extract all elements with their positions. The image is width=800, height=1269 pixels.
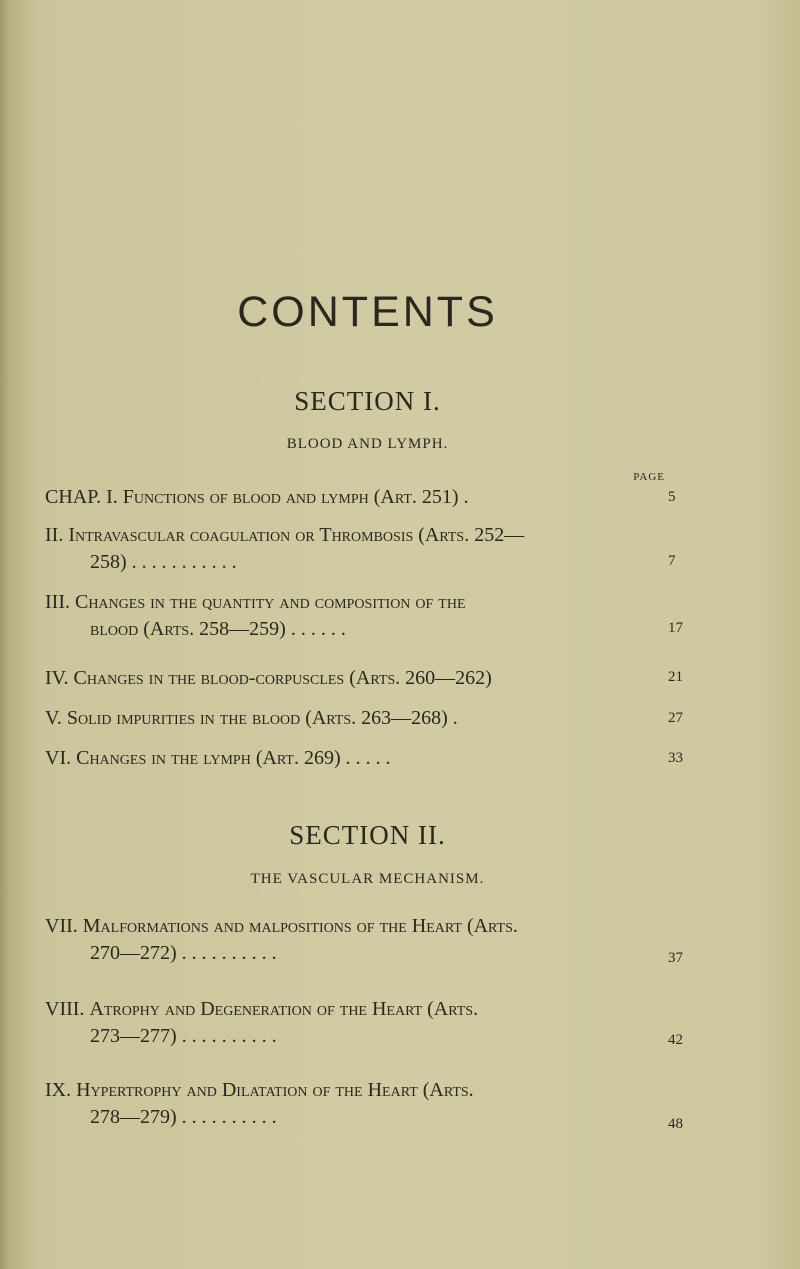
chapter-number: IX. bbox=[45, 1079, 72, 1101]
chapter-title: Changes in the quantity and composition of the bbox=[74, 591, 466, 613]
chapter-page: 42 bbox=[668, 1032, 683, 1048]
chapter-number: VIII. bbox=[45, 998, 85, 1020]
chapter-title-continued: 273—277) . . . . . . . . . . bbox=[90, 1025, 277, 1047]
toc-entry bbox=[45, 913, 665, 967]
toc-entry bbox=[45, 522, 665, 576]
chapter-title: Changes in the blood-corpuscles (Arts. 260—262) bbox=[73, 667, 492, 689]
section-2-heading: SECTION II. bbox=[289, 820, 446, 850]
chapter-page: 33 bbox=[668, 750, 683, 766]
section-1-subheading: BLOOD AND LYMPH. bbox=[286, 436, 449, 452]
section-2-subheading: THE VASCULAR MECHANISM. bbox=[250, 871, 485, 887]
chapter-page: 48 bbox=[668, 1116, 683, 1132]
chapter-title: Malformations and malpositions of the Heart (Arts. bbox=[82, 915, 518, 937]
chapter-title: Functions of blood and lymph (Art. 251) . bbox=[122, 486, 469, 508]
toc-entry bbox=[45, 1077, 665, 1131]
chapter-page: 7 bbox=[668, 553, 676, 569]
chapter-title: Intravascular coagulation or Thrombosis (Arts. 252— bbox=[68, 524, 525, 546]
chapter-title-continued: 278—279) . . . . . . . . . . bbox=[90, 1106, 277, 1128]
chapter-page: 27 bbox=[668, 710, 683, 726]
page-title: CONTENTS bbox=[237, 288, 498, 336]
chapter-page: 5 bbox=[668, 489, 676, 505]
chapter-number: V. bbox=[45, 707, 62, 729]
toc-entry bbox=[45, 589, 665, 643]
chapter-number: II. bbox=[45, 524, 64, 546]
toc-entry bbox=[45, 745, 665, 772]
chapter-title-continued: blood (Arts. 258—259) . . . . . . bbox=[90, 618, 346, 640]
toc-entry bbox=[45, 996, 665, 1050]
chapter-title: Hypertrophy and Dilatation of the Heart (Arts. bbox=[76, 1079, 474, 1101]
chapter-title-continued: 258) . . . . . . . . . . . bbox=[90, 551, 237, 573]
toc-entry bbox=[45, 705, 665, 732]
section-1-heading: SECTION I. bbox=[294, 386, 441, 416]
chapter-title: Atrophy and Degeneration of the Heart (Arts. bbox=[89, 998, 479, 1020]
page-column-label: PAGE bbox=[633, 471, 665, 483]
chapter-number: IV. bbox=[45, 667, 69, 689]
chapter-number: III. bbox=[45, 591, 70, 613]
chapter-page: 17 bbox=[668, 620, 683, 636]
chapter-page: 37 bbox=[668, 950, 683, 966]
chapter-title: Solid impurities in the blood (Arts. 263—268) . bbox=[66, 707, 458, 729]
toc-entry bbox=[45, 665, 665, 692]
chapter-title-continued: 270—272) . . . . . . . . . . bbox=[90, 942, 277, 964]
chapter-number: VII. bbox=[45, 915, 78, 937]
chapter-number: CHAP. I. bbox=[45, 486, 118, 508]
chapter-title: Changes in the lymph (Art. 269) . . . . . bbox=[76, 747, 391, 769]
toc-entry bbox=[45, 484, 665, 511]
chapter-number: VI. bbox=[45, 747, 72, 769]
chapter-page: 21 bbox=[668, 669, 683, 685]
